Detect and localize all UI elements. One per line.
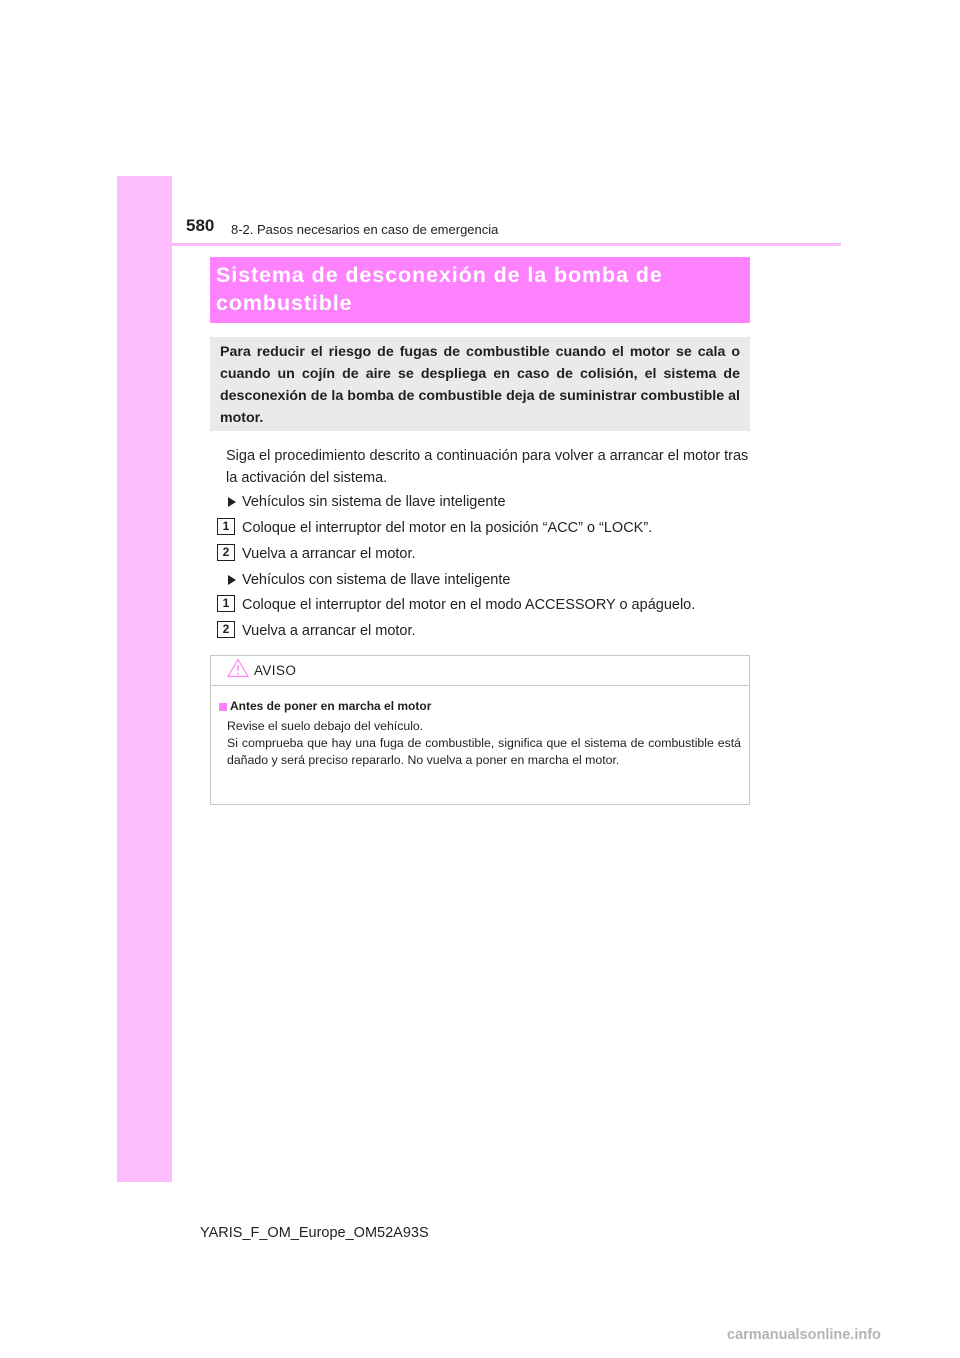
header-rule [117, 243, 841, 246]
step-text: Vuelva a arrancar el motor. [242, 546, 416, 562]
group-heading: Vehículos con sistema de llave inteligente [242, 572, 511, 588]
step-number-badge: 2 [217, 544, 235, 561]
body-paragraph: Siga el procedimiento descrito a continuación para volver a arrancar el motor tras la activación del sistema. [226, 448, 749, 486]
page-title: Sistema de desconexión de la bomba de combustible [216, 263, 663, 315]
group-heading: Vehículos sin sistema de llave inteligente [242, 494, 506, 510]
warning-triangle-icon [227, 658, 249, 678]
warning-divider [211, 685, 749, 686]
page-number: 580 [186, 216, 215, 235]
step-text: Vuelva a arrancar el motor. [242, 623, 416, 639]
square-bullet-icon [219, 703, 227, 711]
side-color-band [117, 176, 172, 1182]
footer-document-code: YARIS_F_OM_Europe_OM52A93S [200, 1225, 429, 1241]
warning-line: Revise el suelo debajo del vehículo. [227, 719, 424, 733]
step-number-badge: 1 [217, 518, 235, 535]
warning-line: Si comprueba que hay una fuga de combustible, significa que el sistema de combustible está dañado y será preciso repararlo. No vuelva a poner en marcha el motor. [227, 736, 741, 767]
triangle-bullet-icon [228, 497, 236, 507]
triangle-bullet-icon [228, 575, 236, 585]
warning-title: AVISO [254, 663, 297, 678]
warning-body [227, 718, 741, 769]
step-text: Coloque el interruptor del motor en el modo ACCESSORY o apáguelo. [242, 597, 696, 613]
warning-subtitle: Antes de poner en marcha el motor [230, 699, 432, 713]
section-header: 8-2. Pasos necesarios en caso de emergencia [231, 222, 499, 237]
step-number-badge: 1 [217, 595, 235, 612]
step-text: Coloque el interruptor del motor en la posición “ACC” o “LOCK”. [242, 520, 653, 536]
intro-text: Para reducir el riesgo de fugas de combustible cuando el motor se cala o cuando un cojín de aire se despliega en caso de colisión, el sistema de desconexión de la bomba de combustible deja de suministrar combustible al motor. [220, 344, 740, 426]
watermark: carmanualsonline.info [727, 1327, 881, 1343]
warning-box [210, 655, 750, 805]
step-number-badge: 2 [217, 621, 235, 638]
